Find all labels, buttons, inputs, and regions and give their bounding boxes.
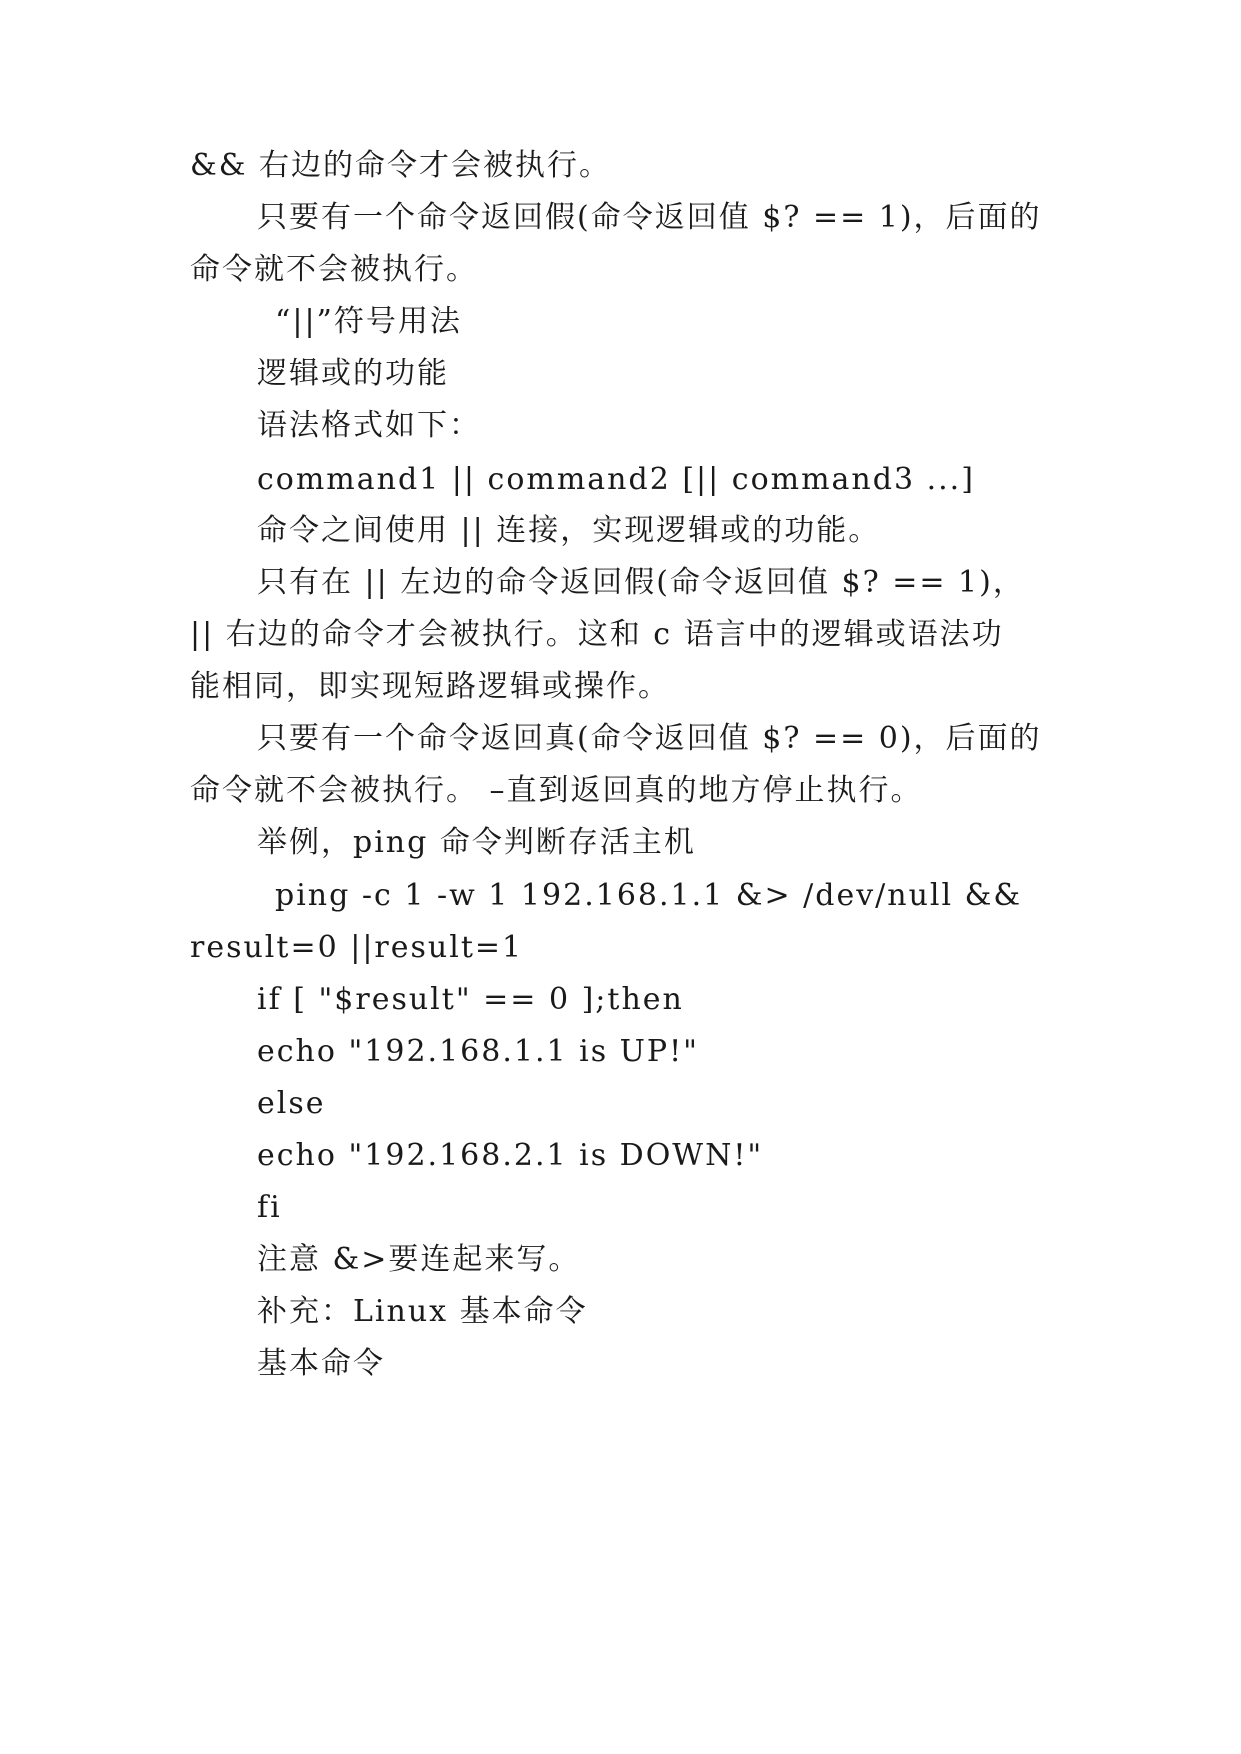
text-line: && 右边的命令才会被执行。 [190,148,611,183]
text-line: 举例，ping 命令判断存活主机 [257,825,696,860]
code-line: fi [257,1190,282,1225]
text-line: 基本命令 [257,1346,385,1381]
text-line: 能相同，即实现短路逻辑或操作。 [190,669,670,704]
text-line: || 右边的命令才会被执行。这和 c 语言中的逻辑或语法功 [190,617,1004,652]
text-line: 语法格式如下： [257,408,481,443]
section-heading: “||”符号用法 [275,304,462,339]
text-line: 命令就不会被执行。 –直到返回真的地方停止执行。 [190,773,923,808]
text-line: 命令之间使用 || 连接，实现逻辑或的功能。 [257,513,881,548]
text-line: 只要有一个命令返回假(命令返回值 $? == 1)，后面的 [257,200,1042,235]
text-line: 只有在 || 左边的命令返回假(命令返回值 $? == 1)， [257,565,1025,600]
code-line: command1 || command2 [|| command3 ...] [257,462,975,497]
code-line: echo "192.168.2.1 is DOWN!" [257,1138,764,1173]
text-line: 逻辑或的功能 [257,356,449,391]
text-line: 命令就不会被执行。 [190,252,478,287]
text-line: 注意 &>要连起来写。 [257,1242,581,1277]
code-line: echo "192.168.1.1 is UP!" [257,1034,699,1069]
code-line: result=0 ||result=1 [190,930,524,965]
text-line: 只要有一个命令返回真(命令返回值 $? == 0)，后面的 [257,721,1042,756]
code-line: if [ "$result" == 0 ];then [257,982,684,1017]
code-line: else [257,1086,326,1121]
code-line: ping -c 1 -w 1 192.168.1.1 &> /dev/null && [275,878,1023,913]
text-line: 补充：Linux 基本命令 [257,1294,588,1329]
